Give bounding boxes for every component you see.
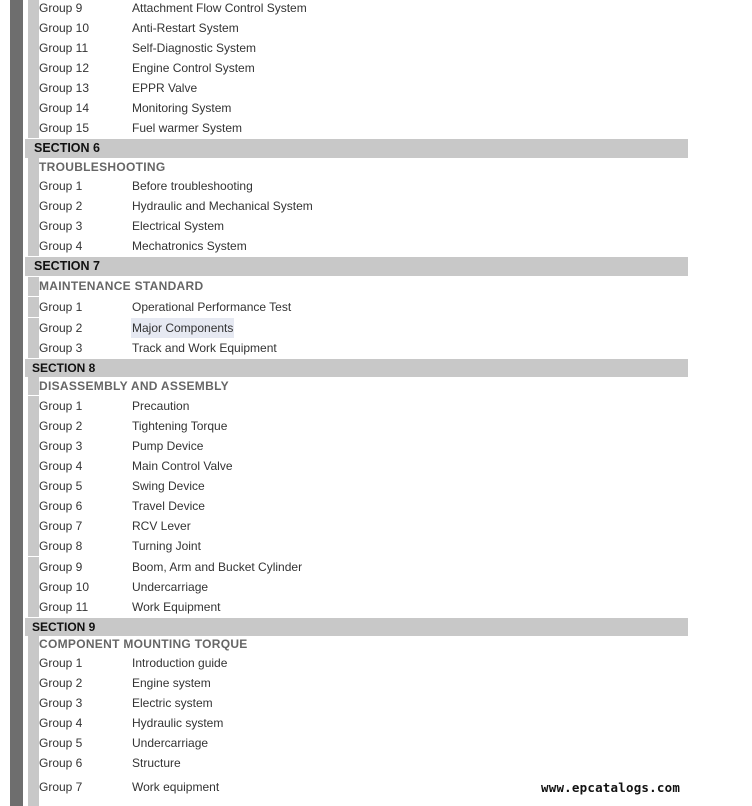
row-gutter <box>28 38 39 58</box>
row-gutter <box>28 713 39 733</box>
group-title-link[interactable]: Major Components <box>131 318 234 338</box>
toc-row[interactable] <box>25 297 688 317</box>
row-gutter <box>28 496 39 516</box>
section-header-bar <box>25 139 688 158</box>
toc-row[interactable] <box>25 236 688 256</box>
row-gutter <box>28 0 39 18</box>
toc-row[interactable] <box>25 38 688 58</box>
group-title-link[interactable]: Self-Diagnostic System <box>132 41 257 55</box>
toc-row[interactable] <box>25 516 688 536</box>
group-number: Group 5 <box>39 736 83 750</box>
group-number: Group 6 <box>39 499 83 513</box>
section-label: SECTION 9 <box>32 620 96 634</box>
group-title-link[interactable]: Mechatronics System <box>132 239 247 253</box>
group-number: Group 4 <box>39 239 83 253</box>
group-number: Group 12 <box>39 61 90 75</box>
toc-row[interactable] <box>25 18 688 38</box>
row-gutter <box>28 98 39 118</box>
row-gutter <box>28 277 39 296</box>
section-heading-row <box>25 636 688 653</box>
toc-row[interactable] <box>25 176 688 196</box>
row-gutter <box>28 456 39 476</box>
group-number: Group 3 <box>39 439 83 453</box>
row-gutter <box>28 58 39 78</box>
group-title-link[interactable]: Track and Work Equipment <box>132 341 277 355</box>
group-number: Group 9 <box>39 1 83 15</box>
group-number: Group 11 <box>39 600 89 614</box>
group-number: Group 14 <box>39 101 90 115</box>
row-gutter <box>28 338 39 358</box>
row-gutter <box>28 753 39 773</box>
row-gutter <box>28 118 39 138</box>
row-gutter <box>28 216 39 236</box>
group-number: Group 2 <box>39 419 83 433</box>
group-title-link[interactable]: Attachment Flow Control System <box>132 1 307 15</box>
group-title-link[interactable]: Engine system <box>132 676 211 690</box>
group-title-link[interactable]: Work equipment <box>132 780 220 794</box>
toc-row[interactable] <box>25 577 688 597</box>
group-title-link[interactable]: Main Control Valve <box>132 459 233 473</box>
group-number: Group 3 <box>39 341 83 355</box>
toc-row[interactable] <box>25 456 688 476</box>
section-header-bar <box>25 359 688 377</box>
section-heading-row <box>25 158 688 176</box>
toc-row[interactable] <box>25 673 688 693</box>
group-title-link[interactable]: Engine Control System <box>132 61 255 75</box>
row-gutter <box>28 18 39 38</box>
section-label: SECTION 6 <box>34 141 100 155</box>
group-title-link[interactable]: EPPR Valve <box>132 81 198 95</box>
row-gutter <box>28 733 39 753</box>
group-title-link[interactable]: Operational Performance Test <box>132 300 292 314</box>
group-number: Group 1 <box>39 300 83 314</box>
group-title-link[interactable]: Hydraulic and Mechanical System <box>132 199 313 213</box>
toc-row[interactable] <box>25 733 688 753</box>
section-heading-row <box>25 277 688 296</box>
watermark-text: www.epcatalogs.com <box>541 780 681 795</box>
group-title-link[interactable]: Work Equipment <box>132 600 221 614</box>
group-number: Group 2 <box>39 321 83 335</box>
group-title-link[interactable]: Turning Joint <box>132 539 201 553</box>
group-number: Group 4 <box>39 716 83 730</box>
group-number: Group 2 <box>39 199 83 213</box>
group-number: Group 9 <box>39 560 83 574</box>
section-heading-row <box>25 377 688 395</box>
group-number: Group 8 <box>39 539 83 553</box>
toc-row[interactable] <box>25 653 688 673</box>
row-gutter <box>28 396 39 416</box>
group-number: Group 1 <box>39 656 83 670</box>
group-title-link[interactable]: Boom, Arm and Bucket Cylinder <box>132 560 303 574</box>
toc-row[interactable] <box>25 597 688 617</box>
row-gutter <box>28 176 39 196</box>
row-gutter <box>28 636 39 653</box>
toc-row[interactable] <box>25 196 688 216</box>
row-gutter <box>28 318 39 338</box>
toc-row[interactable] <box>25 753 688 773</box>
group-number: Group 7 <box>39 780 83 794</box>
group-title-link[interactable]: Travel Device <box>132 499 205 513</box>
group-title-link[interactable]: Monitoring System <box>132 101 232 115</box>
toc-row[interactable] <box>25 98 688 118</box>
group-title-link[interactable]: Electric system <box>132 696 213 710</box>
group-title-link[interactable]: Tightening Torque <box>132 419 228 433</box>
toc-row[interactable] <box>25 396 688 416</box>
group-number: Group 3 <box>39 219 83 233</box>
group-title-link[interactable]: Precaution <box>132 399 190 413</box>
toc-row[interactable] <box>25 0 688 18</box>
group-number: Group 1 <box>39 399 83 413</box>
group-number: Group 7 <box>39 519 83 533</box>
group-title-link[interactable]: Anti-Restart System <box>132 21 239 35</box>
group-number: Group 2 <box>39 676 83 690</box>
section-label: SECTION 8 <box>32 361 96 375</box>
row-gutter <box>28 577 39 597</box>
group-title-link[interactable]: Swing Device <box>132 479 205 493</box>
section-heading: DISASSEMBLY AND ASSEMBLY <box>39 379 229 393</box>
toc-row[interactable] <box>25 58 688 78</box>
group-title-link[interactable]: Fuel warmer System <box>132 121 243 135</box>
toc-row[interactable] <box>25 476 688 496</box>
left-border-bar <box>10 0 23 806</box>
group-number: Group 10 <box>39 21 90 35</box>
group-number: Group 4 <box>39 459 83 473</box>
row-gutter <box>28 557 39 577</box>
toc-row[interactable] <box>25 78 688 98</box>
section-heading: TROUBLESHOOTING <box>39 160 166 174</box>
group-title-link[interactable]: Undercarriage <box>132 580 209 594</box>
group-title-link[interactable]: Structure <box>132 756 181 770</box>
row-gutter <box>28 516 39 536</box>
toc-row[interactable] <box>25 536 688 556</box>
toc-row[interactable] <box>25 318 688 338</box>
group-title-link[interactable]: Before troubleshooting <box>132 179 253 193</box>
toc-row[interactable] <box>25 557 688 577</box>
toc-row[interactable] <box>25 118 688 138</box>
group-number: Group 6 <box>39 756 83 770</box>
row-gutter <box>28 377 39 395</box>
toc-row[interactable] <box>25 338 688 358</box>
row-gutter <box>28 536 39 556</box>
toc-row[interactable] <box>25 713 688 733</box>
row-gutter <box>28 773 39 806</box>
toc-row[interactable] <box>25 693 688 713</box>
group-number: Group 13 <box>39 81 90 95</box>
row-gutter <box>28 297 39 317</box>
group-title-link[interactable]: Undercarriage <box>132 736 209 750</box>
toc-row[interactable] <box>25 496 688 516</box>
group-title-link[interactable]: RCV Lever <box>132 519 191 533</box>
group-title-link[interactable]: Hydraulic system <box>132 716 224 730</box>
row-gutter <box>28 476 39 496</box>
toc-row[interactable] <box>25 216 688 236</box>
section-heading: MAINTENANCE STANDARD <box>39 279 204 293</box>
row-gutter <box>28 693 39 713</box>
toc-row[interactable] <box>25 416 688 436</box>
group-number: Group 1 <box>39 179 83 193</box>
group-title-link[interactable]: Pump Device <box>132 439 204 453</box>
section-label: SECTION 7 <box>34 259 100 273</box>
row-gutter <box>28 673 39 693</box>
row-gutter <box>28 78 39 98</box>
section-heading: COMPONENT MOUNTING TORQUE <box>39 637 248 651</box>
section-header-bar <box>25 618 688 636</box>
toc-row[interactable] <box>25 436 688 456</box>
row-gutter <box>28 653 39 673</box>
row-gutter <box>28 196 39 216</box>
group-number: Group 11 <box>39 41 89 55</box>
group-title-link[interactable]: Introduction guide <box>132 656 228 670</box>
group-number: Group 15 <box>39 121 90 135</box>
group-number: Group 3 <box>39 696 83 710</box>
section-header-bar <box>25 257 688 276</box>
row-gutter <box>28 436 39 456</box>
row-gutter <box>28 236 39 256</box>
row-gutter <box>28 158 39 176</box>
row-gutter <box>28 416 39 436</box>
group-title-link[interactable]: Electrical System <box>132 219 225 233</box>
group-number: Group 10 <box>39 580 90 594</box>
group-number: Group 5 <box>39 479 83 493</box>
row-gutter <box>28 597 39 617</box>
